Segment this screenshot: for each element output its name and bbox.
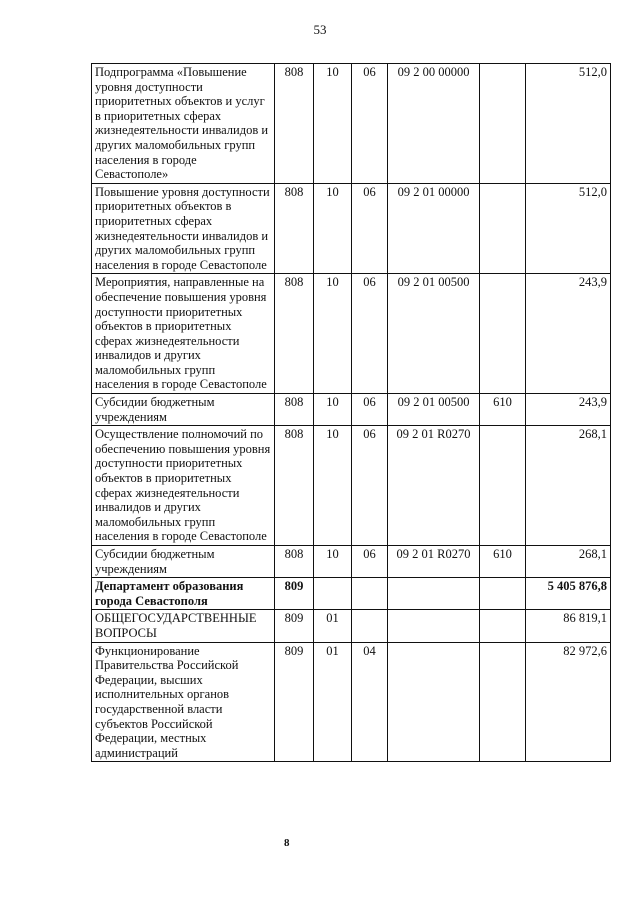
cell-section-code: 10 xyxy=(314,394,352,426)
cell-expense-type xyxy=(480,426,526,546)
cell-ved-code: 808 xyxy=(275,426,314,546)
cell-subsection-code: 06 xyxy=(352,426,388,546)
cell-expense-type xyxy=(480,578,526,610)
cell-name: Осуществление полномочий по обеспечению повышения уровня доступности приоритетных объектов в приоритетных сферах жизнедеятельности инвалидов и других маломобильных групп населения в городе Севастополе xyxy=(92,426,275,546)
table-row xyxy=(92,426,611,546)
cell-section-code: 10 xyxy=(314,426,352,546)
cell-section-code xyxy=(314,578,352,610)
table-row xyxy=(92,578,611,610)
cell-subsection-code: 06 xyxy=(352,274,388,394)
table-row xyxy=(92,183,611,274)
cell-subsection-code: 06 xyxy=(352,64,388,184)
cell-amount: 5 405 876,8 xyxy=(526,578,611,610)
table-row xyxy=(92,394,611,426)
cell-expense-type: 610 xyxy=(480,546,526,578)
cell-expense-type xyxy=(480,274,526,394)
cell-target-article xyxy=(388,610,480,642)
cell-ved-code: 808 xyxy=(275,274,314,394)
cell-target-article xyxy=(388,642,480,762)
cell-section-code: 10 xyxy=(314,64,352,184)
cell-name: Повышение уровня доступности приоритетных объектов в приоритетных сферах жизнедеятельности инвалидов и других маломобильных групп населения в городе Севастополе xyxy=(92,183,275,274)
cell-amount: 243,9 xyxy=(526,394,611,426)
budget-table xyxy=(91,63,611,762)
cell-amount: 268,1 xyxy=(526,426,611,546)
cell-amount: 512,0 xyxy=(526,64,611,184)
cell-target-article: 09 2 01 R0270 xyxy=(388,426,480,546)
cell-name: Подпрограмма «Повышение уровня доступности приоритетных объектов и услуг в приоритетных сферах жизнедеятельности инвалидов и других маломобильных групп населения в городе Севастополе» xyxy=(92,64,275,184)
cell-section-code: 01 xyxy=(314,610,352,642)
cell-target-article: 09 2 01 00500 xyxy=(388,394,480,426)
cell-name: Мероприятия, направленные на обеспечение повышения уровня доступности приоритетных объектов в приоритетных сферах жизнедеятельности инвалидов и других маломобильных групп населения в городе Севастополе xyxy=(92,274,275,394)
cell-expense-type xyxy=(480,610,526,642)
cell-expense-type xyxy=(480,64,526,184)
table-row xyxy=(92,610,611,642)
cell-name: ОБЩЕГОСУДАРСТВЕННЫЕ ВОПРОСЫ xyxy=(92,610,275,642)
cell-subsection-code: 06 xyxy=(352,183,388,274)
cell-subsection-code: 06 xyxy=(352,394,388,426)
cell-section-code: 10 xyxy=(314,183,352,274)
budget-table-body xyxy=(92,64,611,762)
cell-ved-code: 809 xyxy=(275,610,314,642)
cell-name: Субсидии бюджетным учреждениям xyxy=(92,394,275,426)
cell-target-article: 09 2 00 00000 xyxy=(388,64,480,184)
cell-ved-code: 808 xyxy=(275,394,314,426)
cell-name: Функционирование Правительства Российской Федерации, высших исполнительных органов государственной власти субъектов Российской Федерации, местных администраций xyxy=(92,642,275,762)
cell-amount: 512,0 xyxy=(526,183,611,274)
page-number: 53 xyxy=(313,22,327,37)
cell-amount: 243,9 xyxy=(526,274,611,394)
cell-section-code: 10 xyxy=(314,274,352,394)
footer-mark: 8 xyxy=(284,837,290,849)
cell-name: Департамент образования города Севастополя xyxy=(92,578,275,610)
cell-amount: 82 972,6 xyxy=(526,642,611,762)
cell-subsection-code xyxy=(352,610,388,642)
cell-name: Субсидии бюджетным учреждениям xyxy=(92,546,275,578)
cell-section-code: 10 xyxy=(314,546,352,578)
cell-ved-code: 808 xyxy=(275,183,314,274)
cell-subsection-code xyxy=(352,578,388,610)
cell-amount: 86 819,1 xyxy=(526,610,611,642)
cell-ved-code: 808 xyxy=(275,546,314,578)
cell-expense-type xyxy=(480,183,526,274)
cell-subsection-code: 06 xyxy=(352,546,388,578)
table-row xyxy=(92,642,611,762)
cell-target-article: 09 2 01 00000 xyxy=(388,183,480,274)
cell-expense-type xyxy=(480,642,526,762)
table-row xyxy=(92,274,611,394)
cell-section-code: 01 xyxy=(314,642,352,762)
cell-ved-code: 809 xyxy=(275,578,314,610)
table-row xyxy=(92,64,611,184)
cell-target-article: 09 2 01 00500 xyxy=(388,274,480,394)
table-row xyxy=(92,546,611,578)
cell-subsection-code: 04 xyxy=(352,642,388,762)
cell-expense-type: 610 xyxy=(480,394,526,426)
cell-target-article xyxy=(388,578,480,610)
cell-amount: 268,1 xyxy=(526,546,611,578)
cell-ved-code: 808 xyxy=(275,64,314,184)
cell-target-article: 09 2 01 R0270 xyxy=(388,546,480,578)
cell-ved-code: 809 xyxy=(275,642,314,762)
